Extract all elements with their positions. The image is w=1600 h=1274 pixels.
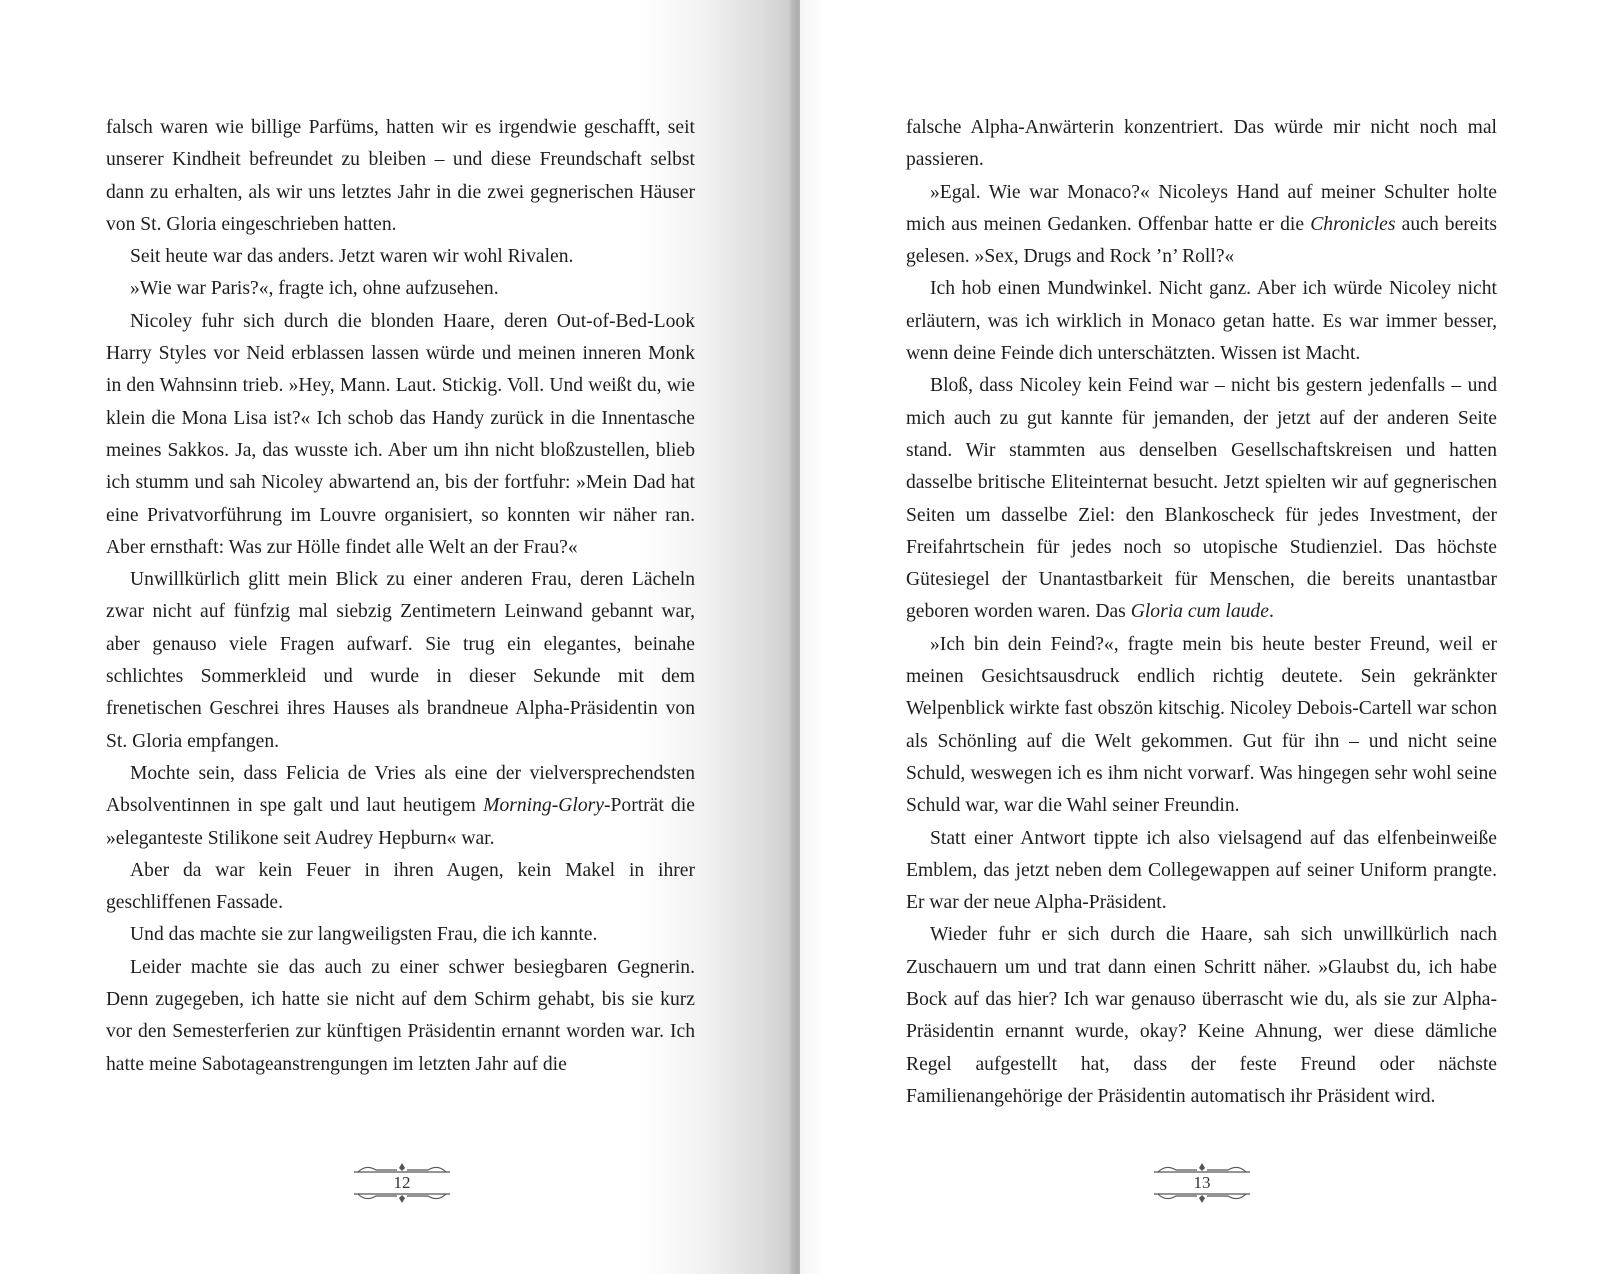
paragraph: »Ich bin dein Feind?«, fragte mein bis heute bester Freund, weil er meinen Gesichtsausdruck endlich richtig deutete. Sein gekränkter Welpenblick wirkte fast obszön kitschig. Nicoley Debois-Cartell war schon als Schönling auf die Welt gekommen. Gut für ihn – und nicht seine Schuld, weswegen ich es ihm nicht vorwarf. Was hingegen sehr wohl seine Schuld war, war die Wahl seiner Freundin. — [906, 633, 1497, 817]
paragraph: Seit heute war das anders. Jetzt waren wir wohl Rivalen. — [130, 246, 574, 268]
page-number: 13 — [1193, 1173, 1211, 1192]
paragraph — [906, 370, 1497, 628]
paragraph: Nicoley fuhr sich durch die blonden Haare, deren Out-of-Bed-Look Harry Styles vor Neid erblassen lassen würde und meinen inneren Monk in den Wahnsinn trieb. »Hey, Mann. Laut. Stickig. Voll. Und weißt du, wie klein die Mona Lisa ist?« Ich schob das Handy zurück in die Innentasche meines Sakkos. Ja, das wusste ich. Aber um ihn nicht bloßzustellen, blieb ich stumm und sah Nicoley abwartend an, bis der fortfuhr: »Mein Dad hat eine Privatvorführung im Louvre organisiert, so konnten wir näher ran. Aber ernsthaft: Was zur Hölle findet alle Welt an der Frau?« — [106, 310, 695, 558]
emphasis: Morning-Glory — [483, 795, 604, 817]
left-page-text — [106, 112, 695, 1081]
paragraph: Ich hob einen Mundwinkel. Nicht ganz. Aber ich würde Nicoley nicht erläutern, was ich wirklich in Monaco getan hatte. Es war immer besser, wenn deine Feinde dich unterschätzten. Wissen ist Macht. — [906, 278, 1497, 365]
paragraph: Und das machte sie zur langweiligsten Frau, die ich kannte. — [130, 924, 598, 946]
paragraph: Statt einer Antwort tippte ich also vielsagend auf das elfenbeinweiße Emblem, das jetzt neben dem Collegewappen auf seiner Uniform prangte. Er war der neue Alpha-Präsident. — [906, 827, 1497, 914]
page-number-ornament — [352, 1158, 452, 1208]
emphasis: Gloria cum laude — [1130, 601, 1269, 623]
emphasis: Chronicles — [1310, 213, 1396, 235]
paragraph: Leider machte sie das auch zu einer schwer besiegbaren Gegnerin. Denn zugegeben, ich hatte sie nicht auf dem Schirm gehabt, bis sie kurz vor den Semesterferien zur künftigen Präsidentin ernannt worden war. Ich hatte meine Sabotageanstrengungen im letzten Jahr auf die — [106, 956, 695, 1075]
text-run: -Porträt die »eleganteste Stilikone seit Audrey Hepburn« war. — [106, 795, 695, 849]
text-run: Bloß, dass Nicoley kein Feind war – nicht bis gestern jedenfalls – und mich auch zu gut kannte für jemanden, der jetzt auf der anderen Seite stand. Wir stammten aus denselben Gesellschaftskreisen und hatten dasselbe britische Eliteinternat besucht. Jetzt spielten wir auf gegnerischen Seiten um dasselbe Ziel: den Blankoscheck für jedes Investment, der Freifahrtschein für jedes noch so utopische Studienziel. Das höchste Gütesiegel der Unantastbarkeit für Menschen, die bereits unantastbar geboren worden waren. Das — [906, 375, 1497, 623]
paragraph: falsch waren wie billige Parfüms, hatten wir es irgendwie geschafft, seit unserer Kindheit befreundet zu bleiben – und diese Freundschaft selbst dann zu erhalten, als wir uns letztes Jahr in die zwei gegnerischen Häuser von St. Gloria eingeschrieben hatten. — [106, 117, 695, 235]
text-run: »Egal. Wie war Monaco?« Nicoleys Hand auf meiner Schulter holte mich aus meinen Gedanken. Offenbar hatte er die — [906, 181, 1497, 235]
paragraph: Wieder fuhr er sich durch die Haare, sah sich unwillkürlich nach Zuschauern um und trat dann einen Schritt näher. »Glaubst du, ich habe Bock auf das hier? Ich war genauso überrascht wie du, als sie zur Alpha-Präsidentin ernannt wurde, okay? Keine Ahnung, wer diese dämliche Regel aufgestellt hat, dass der feste Freund oder nächste Familienangehörige der Präsidentin automatisch ihr Präsident wird. — [906, 924, 1497, 1107]
paragraph — [106, 758, 695, 855]
paragraph: falsche Alpha-Anwärterin konzentriert. Das würde mir nicht noch mal passieren. — [906, 117, 1497, 171]
text-run: auch bereits gelesen. »Sex, Drugs and Rock ’n’ Roll?« — [906, 213, 1498, 268]
paragraph — [906, 177, 1497, 274]
text-run: . — [1268, 601, 1274, 623]
page-number-ornament — [1152, 1158, 1252, 1208]
right-page-text — [906, 112, 1497, 1113]
paragraph: Unwillkürlich glitt mein Blick zu einer anderen Frau, deren Lächeln zwar nicht auf fünfzig mal siebzig Zentimetern Leinwand gebannt war, aber genauso viele Fragen aufwarf. Sie trug ein elegantes, beinahe schlichtes Sommerkleid und wurde in dieser Sekunde mit dem frenetischen Geschrei ihres Hauses als brandneue Alpha-Präsidentin von St. Gloria empfangen. — [106, 569, 695, 752]
page-number: 12 — [393, 1173, 411, 1192]
text-run: Mochte sein, dass Felicia de Vries als eine der vielversprechendsten Absolventinnen in spe galt und laut heutigem — [106, 762, 695, 817]
paragraph: Aber da war kein Feuer in ihren Augen, kein Makel in ihrer geschliffenen Fassade. — [106, 859, 695, 914]
paragraph: »Wie war Paris?«, fragte ich, ohne aufzusehen. — [130, 278, 499, 300]
